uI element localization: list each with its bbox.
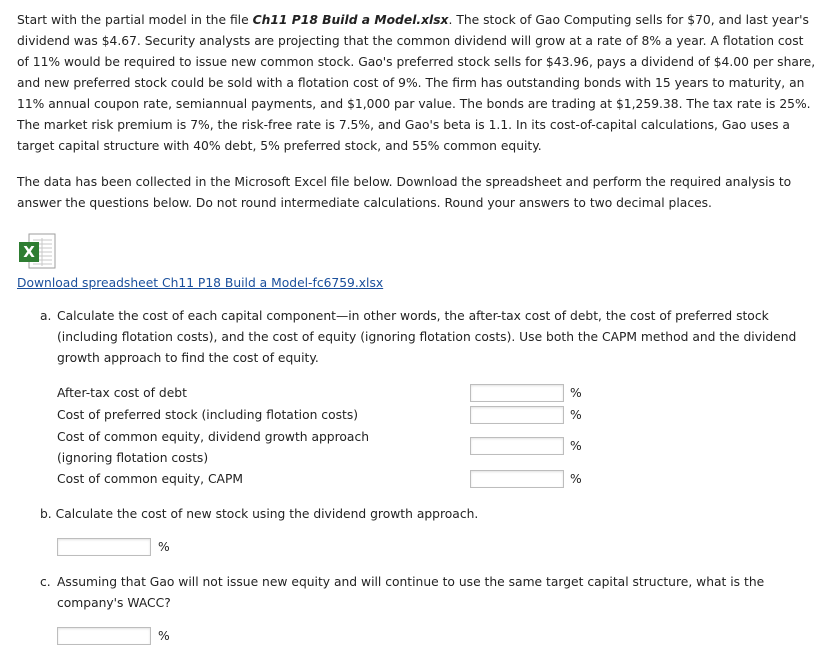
cost-of-preferred-stock-input[interactable] <box>470 406 564 424</box>
problem-text-start: Start with the partial model in the file <box>17 13 253 27</box>
cost-of-equity-capm-input[interactable] <box>470 470 564 488</box>
question-b-text: Calculate the cost of new stock using the dividend growth approach. <box>55 507 479 521</box>
cost-of-equity-capm-unit: % <box>570 472 582 486</box>
row-label-cost-of-equity-dgm-line2: (ignoring flotation costs) <box>57 451 209 465</box>
row-label-after-tax-cost-of-debt: After-tax cost of debt <box>57 386 187 400</box>
cost-of-new-stock-unit: % <box>158 540 170 554</box>
question-c-text: Assuming that Gao will not issue new equity and will continue to use the same target capital structure, what is the company's WACC? <box>57 575 765 610</box>
question-b-label: b. <box>40 507 52 521</box>
file-name: Ch11 P18 Build a Model.xlsx <box>252 13 449 27</box>
cost-of-new-stock-input[interactable] <box>57 538 151 556</box>
after-tax-cost-of-debt-input[interactable] <box>470 384 564 402</box>
question-a <box>40 306 805 369</box>
wacc-input[interactable] <box>57 627 151 645</box>
question-a-label: a. <box>40 309 52 323</box>
wacc-unit: % <box>158 629 170 643</box>
question-b <box>40 504 478 525</box>
row-label-cost-of-equity-dgm: Cost of common equity, dividend growth approach <box>57 430 370 444</box>
cost-of-preferred-stock-unit: % <box>570 408 582 422</box>
cost-of-equity-dgm-input[interactable] <box>470 437 564 455</box>
question-a-text: Calculate the cost of each capital component—in other words, the after-tax cost of debt, the cost of preferred stock (including flotation costs), and the cost of equity (ignoring flotation costs). Use both the CAPM method and the dividend growth approach to find the cost of equity. <box>57 309 797 365</box>
cost-of-equity-dgm-unit: % <box>570 439 582 453</box>
question-c-label: c. <box>40 575 51 589</box>
download-spreadsheet-link[interactable]: Download spreadsheet Ch11 P18 Build a Model-fc6759.xlsx <box>17 276 384 290</box>
row-label-cost-of-equity-capm: Cost of common equity, CAPM <box>57 472 243 486</box>
problem-statement <box>17 10 817 157</box>
instructions: The data has been collected in the Microsoft Excel file below. Download the spreadsheet and perform the required analysis to answer the questions below. Do not round intermediate calculations. Round your answers to two decimal places. <box>17 175 792 210</box>
excel-icon-letter: X <box>23 243 35 261</box>
problem-text-rest: . The stock of Gao Computing sells for $70, and last year's dividend was $4.67. Security analysts are projecting that the common dividend will grow at a rate of 8% a year. A flotation cost of 11% would be required to issue new common stock. Gao's preferred stock sells for $43.96, pays a dividend of $4.00 per share, and new preferred stock could be sold with a flotation cost of 9%. The firm has outstanding bonds with 15 years to maturity, an 11% annual coupon rate, semiannual payments, and $1,000 par value. The bonds are trading at $1,259.38. The tax rate is 25%. The market risk premium is 7%, the risk-free rate is 7.5%, and Gao's beta is 1.1. In its cost-of-capital calculations, Gao uses a target capital structure with 40% debt, 5% preferred stock, and 55% common equity. <box>17 13 816 153</box>
question-c <box>40 572 805 614</box>
row-label-cost-of-preferred-stock: Cost of preferred stock (including flotation costs) <box>57 408 359 422</box>
excel-file-icon[interactable] <box>17 232 61 270</box>
after-tax-cost-of-debt-unit: % <box>570 386 582 400</box>
